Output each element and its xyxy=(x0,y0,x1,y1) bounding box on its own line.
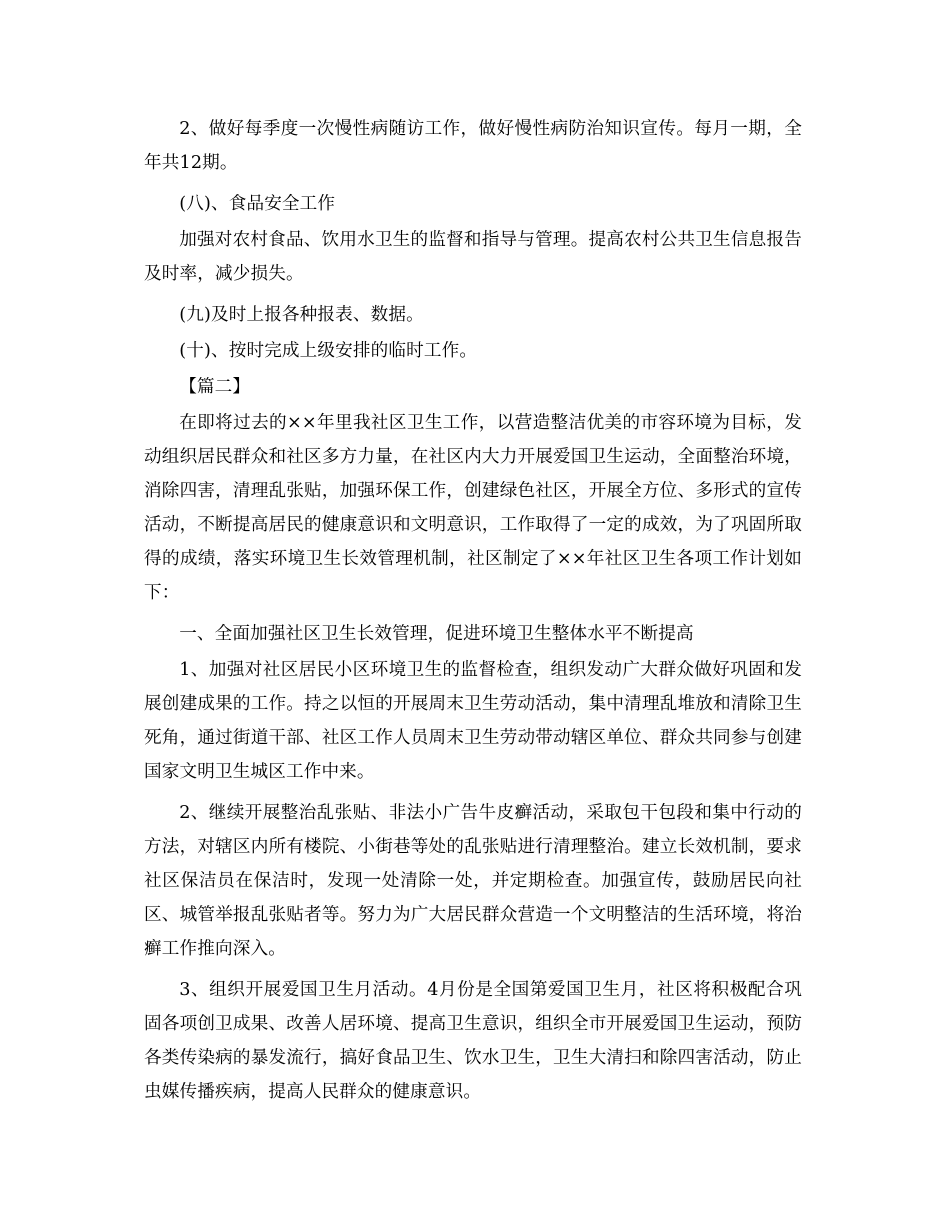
heading-temporary-work: (十)、按时完成上级安排的临时工作。 xyxy=(179,341,478,361)
heading-section-one: 一、全面加强社区卫生长效管理，促进环境卫生整体水平不断提高 xyxy=(179,624,694,644)
paragraph-food-safety: 加强对农村食品、饮用水卫生的监督和指导与管理。提高农村公共卫生信息报告及时率，减少损失。 xyxy=(144,230,802,284)
paragraph-item-one: 1、加强对社区居民小区环境卫生的监督检查，组织发动广大群众做好巩固和发展创建成果的工作。持之以恒的开展周末卫生劳动活动，集中清理乱堆放和清除卫生死角，通过街道干部、社区工作人员周末卫生劳动带动辖区单位、群众共同参与创建国家文明卫生城区工作中来。 xyxy=(144,660,802,782)
section-title-part-two: 【篇二】 xyxy=(179,377,251,397)
paragraph-item-two: 2、继续开展整治乱张贴、非法小广告牛皮癣活动，采取包干包段和集中行动的方法，对辖区内所有楼院、小街巷等处的乱张贴进行清理整治。建立长效机制，要求社区保洁员在保洁时，发现一处清除一处，并定期检查。加强宣传，鼓励居民向社区、城管举报乱张贴者等。努力为广大居民群众营造一个文明整洁的生活环境，将治癣工作推向深入。 xyxy=(144,803,802,959)
paragraph-intro: 在即将过去的××年里我社区卫生工作，以营造整洁优美的市容环境为目标，发动组织居民群众和社区多方力量，在社区内大力开展爱国卫生运动，全面整治环境，消除四害，清理乱张贴，加强环保工作，创建绿色社区，开展全方位、多形式的宣传活动，不断提高居民的健康意识和文明意识，工作取得了一定的成效，为了巩固所取得的成绩，落实环境卫生长效管理机制，社区制定了××年社区卫生各项工作计划如下： xyxy=(144,413,802,603)
paragraph-item-three: 3、组织开展爱国卫生月活动。4月份是全国第爱国卫生月，社区将积极配合巩固各项创卫成果、改善人居环境、提高卫生意识，组织全市开展爱国卫生运动，预防各类传染病的暴发流行，搞好食品卫生、饮水卫生，卫生大清扫和除四害活动，防止虫媒传播疾病，提高人民群众的健康意识。 xyxy=(144,980,802,1102)
heading-reports: (九)及时上报各种报表、数据。 xyxy=(179,305,424,325)
heading-food-safety: (八)、食品安全工作 xyxy=(179,194,336,214)
paragraph-followup-work: 2、做好每季度一次慢性病随访工作，做好慢性病防治知识宣传。每月一期，全年共12期。 xyxy=(144,119,802,173)
document-body xyxy=(144,112,802,1116)
